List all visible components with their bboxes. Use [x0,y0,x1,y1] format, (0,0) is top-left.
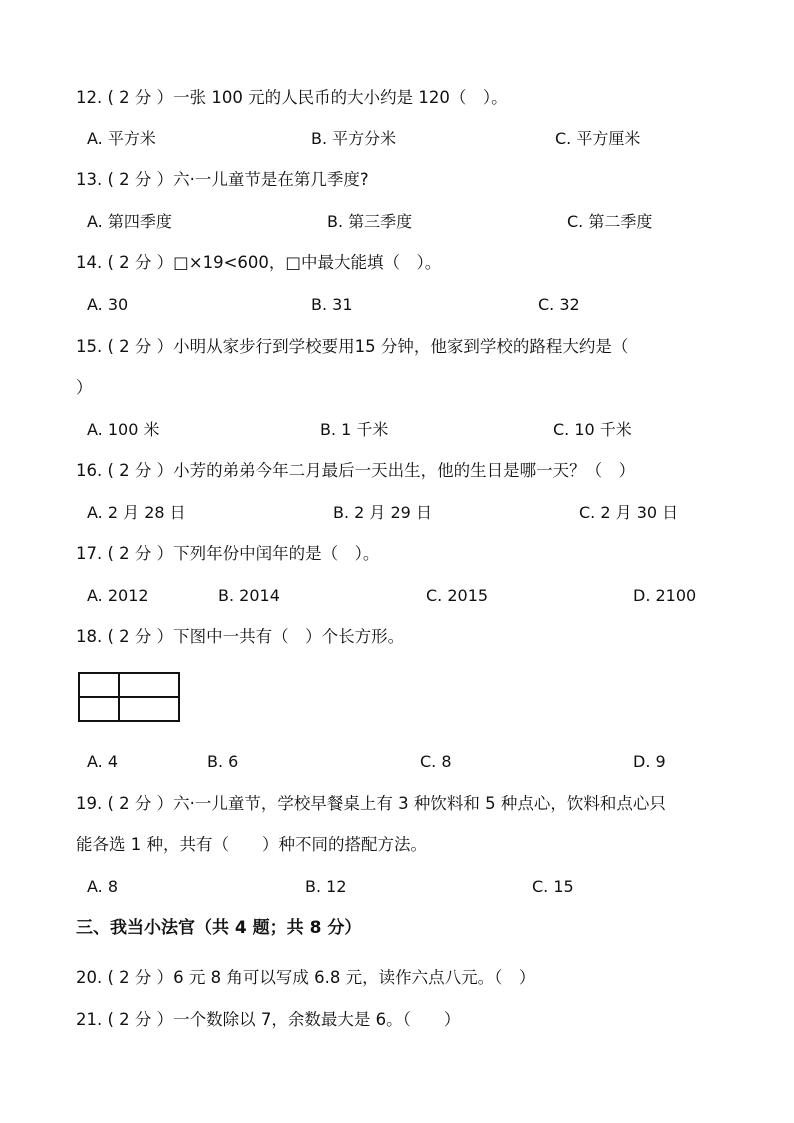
question-17-option-d: D. 2100 [633,586,697,605]
question-14-option-c: C. 32 [538,295,580,314]
question-13-option-b: B. 第三季度 [327,212,413,231]
question-14-stem: 14. ( 2 分 ）□×19<600，□中最大能填（ ）。 [76,253,442,272]
question-18-option-a: A. 4 [87,752,119,771]
question-13-option-c: C. 第二季度 [567,212,653,231]
question-15-stem: 15. ( 2 分 ）小明从家步行到学校要用15 分钟，他家到学校的路程大约是（ [76,337,629,356]
question-12-option-c: C. 平方厘米 [555,129,641,148]
section-3-heading: 三、我当小法官（共 4 题；共 8 分） [76,918,362,938]
question-13-option-a: A. 第四季度 [87,212,172,231]
question-17-option-b: B. 2014 [218,586,280,605]
question-15-option-c: C. 10 千米 [553,420,632,439]
question-18-option-d: D. 9 [633,752,666,771]
question-18-option-b: B. 6 [207,752,239,771]
question-19-stem: 19. ( 2 分 ）六·一儿童节，学校早餐桌上有 3 种饮料和 5 种点心，饮料和点心只 [76,794,666,813]
question-15-option-b: B. 1 千米 [320,420,389,439]
question-17-option-c: C. 2015 [426,586,489,605]
rectangle-figure [78,672,180,722]
question-15-stem-cont: ） [76,378,93,397]
question-13-stem: 13. ( 2 分 ）六·一儿童节是在第几季度? [76,170,369,189]
question-17-stem: 17. ( 2 分 ）下列年份中闰年的是（ ）。 [76,544,380,563]
question-16-option-b: B. 2 月 29 日 [333,503,432,522]
question-17-option-a: A. 2012 [87,586,149,605]
question-20-stem: 20. ( 2 分 ）6 元 8 角可以写成 6.8 元，读作六点八元。（ ） [76,968,536,987]
question-18-option-c: C. 8 [420,752,452,771]
question-12-option-b: B. 平方分米 [311,129,397,148]
question-14-option-b: B. 31 [311,295,353,314]
question-18-stem: 18. ( 2 分 ）下图中一共有（ ）个长方形。 [76,627,405,646]
question-16-option-c: C. 2 月 30 日 [579,503,679,522]
question-19-option-b: B. 12 [305,877,347,896]
question-16-option-a: A. 2 月 28 日 [87,503,186,522]
question-16-stem: 16. ( 2 分 ）小芳的弟弟今年二月最后一天出生，他的生日是哪一天？（ ） [76,461,636,480]
question-21-stem: 21. ( 2 分 ）一个数除以 7，余数最大是 6。（ ） [76,1010,461,1029]
question-19-option-c: C. 15 [532,877,574,896]
question-12-stem: 12. ( 2 分 ）一张 100 元的人民币的大小约是 120（ ）。 [76,88,508,107]
question-14-option-a: A. 30 [87,295,129,314]
question-15-option-a: A. 100 米 [87,420,160,439]
question-19-stem-cont: 能各选 1 种，共有（ ）种不同的搭配方法。 [76,835,427,854]
question-12-option-a: A. 平方米 [87,129,156,148]
question-19-option-a: A. 8 [87,877,119,896]
